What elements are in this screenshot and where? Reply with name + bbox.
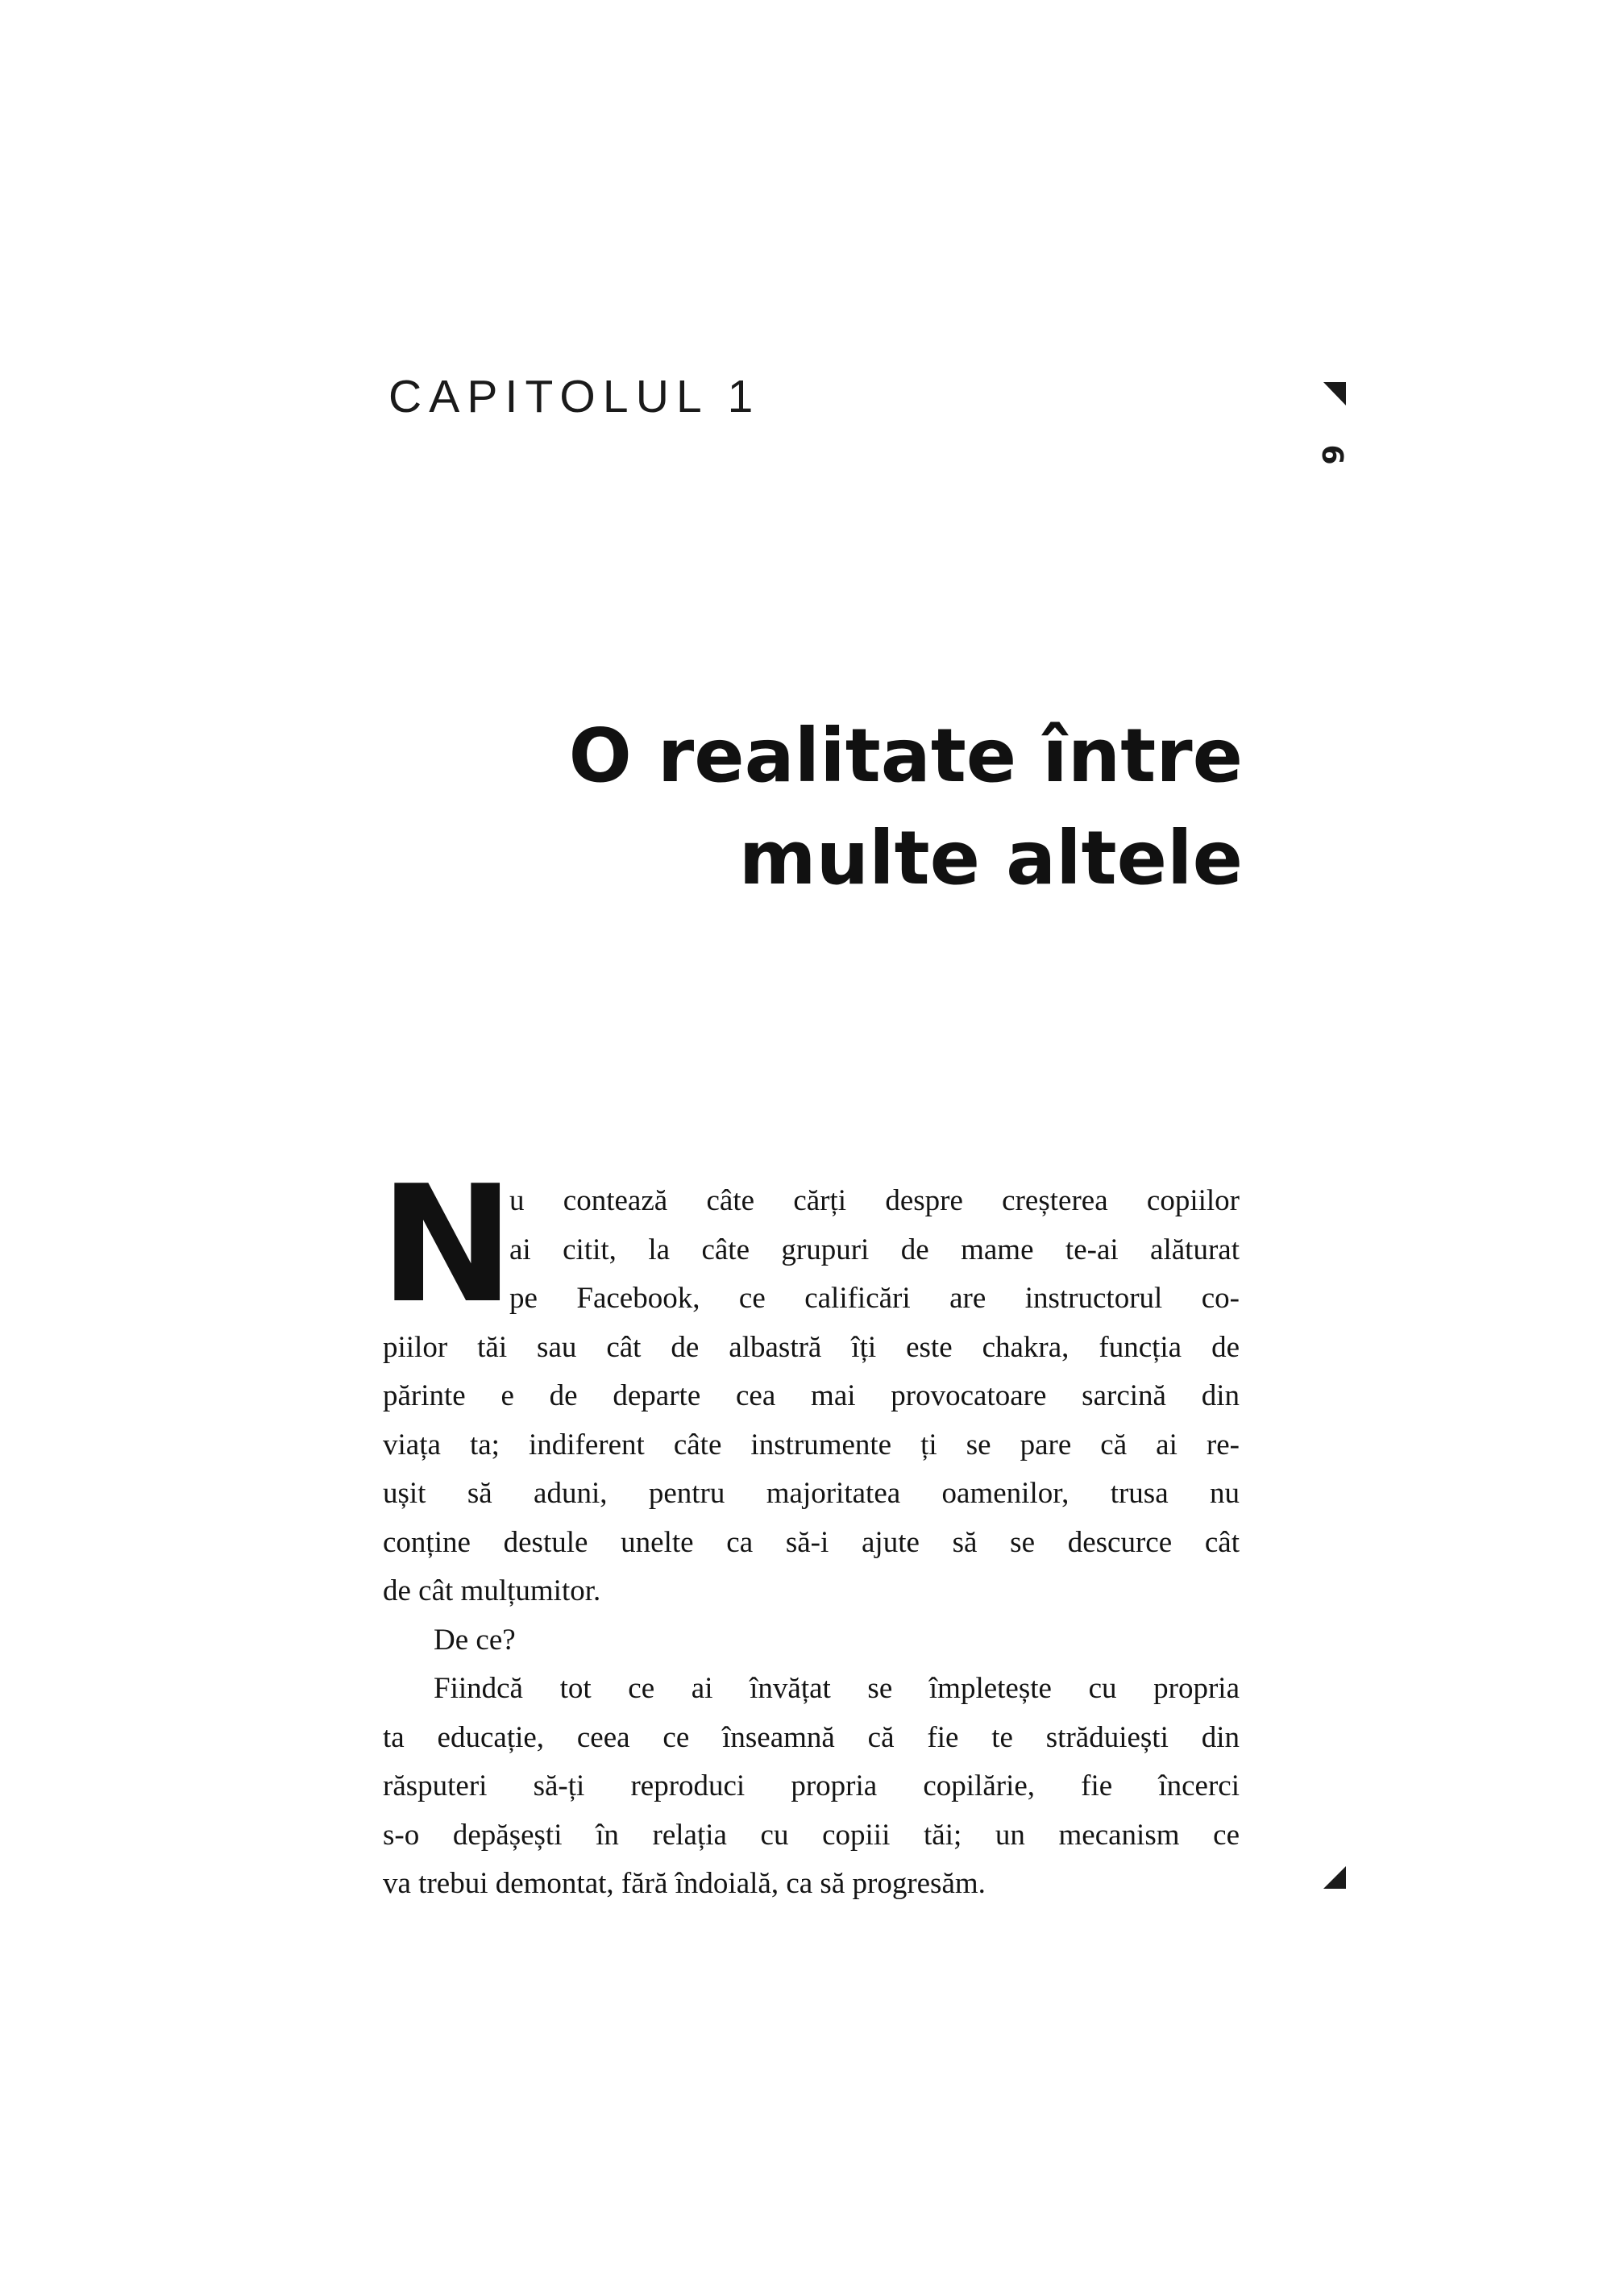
text-line: s-o depășești în relația cu copiii tăi; un mecanism ce (383, 1818, 1240, 1852)
text-line: Fiindcă tot ce ai învățat se împletește cu propria (434, 1672, 1240, 1705)
paragraph-1-indented-lines (509, 1177, 1240, 1324)
chapter-title (569, 705, 1243, 909)
text-line: conține destule unelte ca să-i ajute să se descurce cât (383, 1525, 1240, 1559)
text-line: ta educație, ceea ce înseamnă că fie te străduiești din (383, 1720, 1240, 1754)
text-line: de cât mulțumitor. (383, 1574, 601, 1607)
chapter-title-line-2: multe altele (738, 815, 1243, 901)
text-line: răsputeri să-ți reproduci propria copilărie, fie încerci (383, 1769, 1240, 1802)
chapter-title-line-1: O realitate între (568, 713, 1243, 799)
text-line: va trebui demontat, fără îndoială, ca să progresăm. (383, 1867, 986, 1900)
page-number: 9 (1318, 444, 1351, 465)
text-line: părinte e de departe cea mai provocatoare sarcină din (383, 1379, 1240, 1412)
body-text (380, 1151, 1240, 1909)
text-line: pe Facebook, ce calificări are instructorul co- (509, 1282, 1240, 1315)
dropcap-column (380, 1151, 515, 1339)
chapter-header: CAPITOLUL 1 (388, 371, 761, 422)
text-line: viața ta; indiferent câte instrumente ți se pare că ai re- (383, 1428, 1240, 1462)
text-line: u contează câte cărți despre creșterea copiilor (509, 1184, 1240, 1217)
text-line: piilor tăi sau cât de albastră îți este chakra, funcția de (383, 1330, 1240, 1364)
text-line: De ce? (434, 1623, 516, 1657)
text-line: ai citit, la câte grupuri de mame te-ai alăturat (509, 1233, 1240, 1266)
drop-cap-letter: N (380, 1151, 515, 1339)
corner-triangle-top-icon (1323, 382, 1346, 405)
text-line: ușit să aduni, pentru majoritatea oamenilor, trusa nu (383, 1477, 1240, 1510)
corner-triangle-bottom-icon (1323, 1866, 1346, 1889)
paragraph-1-dropcap-row (380, 1151, 1240, 1339)
